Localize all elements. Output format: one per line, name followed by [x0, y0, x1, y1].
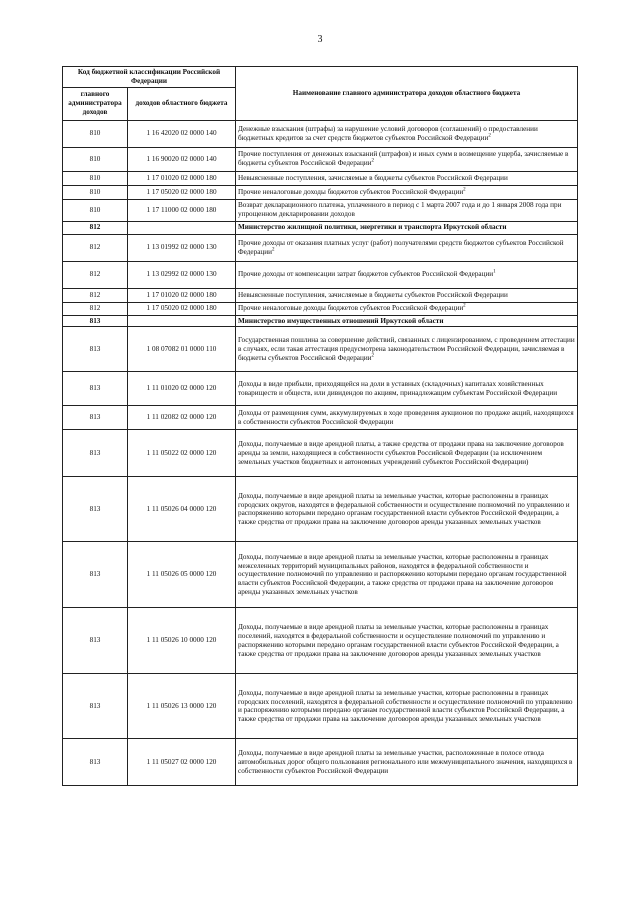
empty-code-cell	[128, 315, 236, 327]
section-title-cell: Министерство имущественных отношений Иркутской области	[236, 315, 578, 327]
income-code-cell: 1 16 90020 02 0000 140	[128, 147, 236, 171]
income-name-cell	[236, 120, 578, 147]
income-name-cell	[236, 288, 578, 302]
table-row	[63, 234, 578, 261]
admin-code-cell: 813	[63, 406, 128, 430]
table-body	[63, 120, 578, 786]
budget-classification-table	[62, 66, 578, 786]
income-code-cell: 1 17 01020 02 0000 180	[128, 288, 236, 302]
income-name-cell	[236, 674, 578, 739]
income-code-cell: 1 11 05022 02 0000 120	[128, 430, 236, 477]
admin-code-cell: 812	[63, 234, 128, 261]
table-row	[63, 674, 578, 739]
table-row	[63, 302, 578, 315]
admin-code-cell: 810	[63, 171, 128, 185]
table-row	[63, 288, 578, 302]
income-name-cell	[236, 171, 578, 185]
income-code-cell: 1 17 01020 02 0000 180	[128, 171, 236, 185]
income-name-text: Доходы в виде прибыли, приходящейся на доли в уставных (складочных) капиталах хозяйственных товариществ и обществ, или дивидендов по акциям, принадлежащим субъектам Российской Федерации	[238, 380, 558, 397]
income-name-cell	[236, 542, 578, 608]
header-admin-column: главного администратора доходов	[63, 87, 128, 120]
income-code-cell: 1 11 05026 04 0000 120	[128, 477, 236, 542]
footnote-marker: 2	[463, 303, 466, 309]
income-name-text: Невыясненные поступления, зачисляемые в бюджеты субъектов Российской Федерации	[238, 290, 508, 299]
admin-code-cell: 813	[63, 372, 128, 406]
income-code-cell: 1 11 05027 02 0000 120	[128, 739, 236, 786]
table-row	[63, 120, 578, 147]
income-name-cell	[236, 608, 578, 674]
income-name-cell	[236, 147, 578, 171]
footnote-marker: 1	[493, 269, 496, 275]
income-name-text: Прочие неналоговые доходы бюджетов субъектов Российской Федерации	[238, 304, 464, 313]
header-code-column: доходов областного бюджета	[128, 87, 236, 120]
admin-code-cell: 812	[63, 288, 128, 302]
table-row	[63, 739, 578, 786]
admin-code-cell: 810	[63, 185, 128, 199]
income-name-text: Доходы, получаемые в виде арендной платы за земельные участки, которые расположены в границах поселений, находятся в федеральной собственности и осуществление полномочий по управлению и распоряжению которыми передано органам государственной власти субъектов Российской Федерации, а также средства от продажи права на заключение договоров аренды указанных земельных участков	[238, 623, 559, 658]
income-name-text: Невыясненные поступления, зачисляемые в бюджеты субъектов Российской Федерации	[238, 173, 508, 182]
income-name-text: Доходы, получаемые в виде арендной платы за земельные участки, которые расположены в границах городских округов, находятся в федеральной собственности и осуществление полномочий по управлению и распоряжению которыми передано органам государственной власти субъектов Российской Федерации, а также средства от продажи права на заключение договоров аренды указанных земельных участков	[238, 491, 570, 527]
income-name-cell	[236, 406, 578, 430]
admin-code-cell: 812	[63, 302, 128, 315]
admin-code-cell: 813	[63, 674, 128, 739]
income-name-text: Доходы, получаемые в виде арендной платы, а также средства от продажи права на заключение договоров аренды за земли, находящиеся в собственности субъектов Российской Федерации (за исключением земельных участков бюджетных и автономных учреждений субъектов Российской Федерации)	[238, 440, 564, 466]
table-row	[63, 199, 578, 221]
income-code-cell: 1 08 07082 01 0000 110	[128, 327, 236, 372]
section-row	[63, 221, 578, 234]
table-row	[63, 171, 578, 185]
income-name-text: Прочие доходы от оказания платных услуг (работ) получателями средств бюджетов субъектов Российской Федерации	[238, 238, 564, 256]
section-row	[63, 315, 578, 327]
header-name-column: Наименование главного администратора доходов областного бюджета	[236, 67, 578, 121]
income-name-cell	[236, 234, 578, 261]
table-row	[63, 406, 578, 430]
admin-code-cell: 810	[63, 147, 128, 171]
table-header	[63, 67, 578, 121]
income-code-cell: 1 13 02992 02 0000 130	[128, 261, 236, 288]
income-name-text: Прочие поступления от денежных взысканий (штрафов) и иных сумм в возмещение ущерба, зачисляемые в бюджеты субъектов Российской Федерации	[238, 150, 569, 168]
income-code-cell: 1 17 05020 02 0000 180	[128, 185, 236, 199]
admin-code-cell: 810	[63, 199, 128, 221]
table-row	[63, 542, 578, 608]
table-row	[63, 185, 578, 199]
income-code-cell: 1 16 42020 02 0000 140	[128, 120, 236, 147]
income-code-cell: 1 11 05026 10 0000 120	[128, 608, 236, 674]
income-name-cell	[236, 185, 578, 199]
table-row	[63, 327, 578, 372]
table-row	[63, 372, 578, 406]
income-code-cell: 1 11 01020 02 0000 120	[128, 372, 236, 406]
income-code-cell: 1 11 05026 05 0000 120	[128, 542, 236, 608]
table-row	[63, 147, 578, 171]
income-name-text: Прочие доходы от компенсации затрат бюджетов субъектов Российской Федерации	[238, 270, 494, 279]
income-code-cell: 1 11 05026 13 0000 120	[128, 674, 236, 739]
admin-code-cell: 813	[63, 608, 128, 674]
table-row	[63, 477, 578, 542]
admin-code-cell: 812	[63, 221, 128, 234]
admin-code-cell: 813	[63, 327, 128, 372]
table-row	[63, 261, 578, 288]
admin-code-cell: 810	[63, 120, 128, 147]
income-name-text: Прочие неналоговые доходы бюджетов субъектов Российской Федерации	[238, 187, 464, 196]
income-name-cell	[236, 739, 578, 786]
footnote-marker: 2	[488, 133, 491, 139]
section-title-cell: Министерство жилищной политики, энергетики и транспорта Иркутской области	[236, 221, 578, 234]
income-name-cell	[236, 430, 578, 477]
income-name-text: Возврат декларационного платежа, уплаченного в период с 1 марта 2007 года и до 1 января 2008 года при упрощенном декларировании доходов	[238, 201, 562, 219]
admin-code-cell: 813	[63, 477, 128, 542]
footnote-marker: 2	[371, 353, 375, 359]
income-name-cell	[236, 477, 578, 542]
table-row	[63, 430, 578, 477]
footnote-marker: 2	[271, 247, 275, 253]
admin-code-cell: 813	[63, 542, 128, 608]
income-name-text: Доходы, получаемые в виде арендной платы за земельные участки, которые расположены в границах городских поселений, находятся в федеральной собственности и осуществление полномочий по управлению и распоряжению которыми передано органам государственной власти субъектов Российской Федерации, а также средства от продажи права на заключение договоров аренды указанных земельных участков	[238, 688, 573, 724]
page-number: 3	[317, 34, 323, 45]
income-name-cell	[236, 199, 578, 221]
income-code-cell: 1 13 01992 02 0000 130	[128, 234, 236, 261]
income-name-text: Денежные взыскания (штрафы) за нарушение условий договоров (соглашений) о предоставлении бюджетных кредитов за счет средств бюджетов субъектов Российской Федерации	[238, 124, 538, 142]
income-name-text: Доходы от размещения сумм, аккумулируемых в ходе проведения аукционов по продаже акций, находящихся в собственности субъектов Российской Федерации	[238, 409, 574, 426]
admin-code-cell: 813	[63, 739, 128, 786]
admin-code-cell: 813	[63, 430, 128, 477]
footnote-marker: 2	[463, 187, 466, 193]
table-row	[63, 608, 578, 674]
income-name-cell	[236, 372, 578, 406]
income-code-cell: 1 17 05020 02 0000 180	[128, 302, 236, 315]
header-group-label: Код бюджетной классификации Российской Федерации	[63, 67, 236, 88]
income-name-text: Доходы, получаемые в виде арендной платы за земельные участки, которые расположены в границах межселенных территорий муниципальных районов, находятся в федеральной собственности и осуществление полномочий по управлению и распоряжению которыми передано органам государственной власти субъектов Российской Федерации, а также средства от продажи права на заключение договоров аренды указанных земельных участков	[238, 552, 567, 597]
footnote-marker: 2	[371, 158, 375, 164]
income-name-cell	[236, 261, 578, 288]
income-name-text: Государственная пошлина за совершение действий, связанных с лицензированием, с проведением аттестации в случаях, если такая аттестация предусмотрена законодательством Российской Федерации, зачисляемая в бюджеты субъектов Российской Федерации	[238, 336, 575, 362]
income-code-cell: 1 11 02082 02 0000 120	[128, 406, 236, 430]
empty-code-cell	[128, 221, 236, 234]
income-name-cell	[236, 327, 578, 372]
income-name-text: Доходы, получаемые в виде арендной платы за земельные участки, расположенные в полосе отвода автомобильных дорог общего пользования регионального или межмуниципального значения, находящихся в собственности субъектов Российской Федерации	[238, 749, 573, 775]
admin-code-cell: 813	[63, 315, 128, 327]
income-name-cell	[236, 302, 578, 315]
admin-code-cell: 812	[63, 261, 128, 288]
income-code-cell: 1 17 11000 02 0000 180	[128, 199, 236, 221]
